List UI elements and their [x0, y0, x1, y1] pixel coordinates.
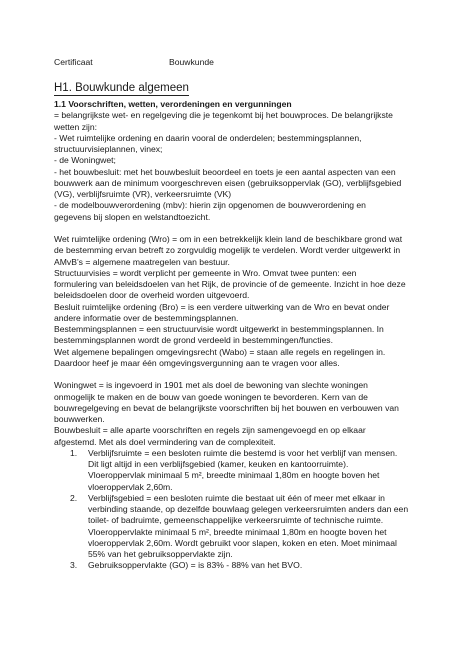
- text-line: Dit ligt altijd in een verblijfsgebied (kamer, keuken en kantoorruimte).: [88, 459, 349, 469]
- text-line: bouwwerk aan de minimum voorgeschreven eisen (gebruiksoppervlak (GO), verblijfsgebied: [54, 177, 402, 188]
- list-item: [70, 492, 424, 561]
- text-line: onmogelijk te maken en de bouw van goede woningen te bevorderen. Kern van de: [54, 391, 368, 402]
- list-number: 2.: [70, 492, 78, 503]
- list-item: [70, 560, 424, 571]
- intro-paragraph: [54, 110, 424, 223]
- wro-paragraph: [54, 234, 424, 369]
- text-line: Wet algemene bepalingen omgevingsrecht (Wabo) = staan alle regels en regelingen in.: [54, 346, 386, 357]
- text-line: vloeroppervlak 2,60m.: [88, 481, 173, 492]
- text-line: Besluit ruimtelijke ordening (Bro) = is een verdere uitwerking van de Wro en bevat onder: [54, 301, 390, 312]
- text-line: - het bouwbesluit: met het bouwbesluit beoordeel en toets je een aantal aspecten van een: [54, 166, 396, 177]
- section-title: 1.1 Voorschriften, wetten, verordeningen en vergunningen: [54, 99, 292, 109]
- text-line: verbinding staande, op dezelfde bouwlaag gelegen verkeersruimten anders dan een: [88, 504, 409, 514]
- text-line: formulering van beleidsdoelen van het Rijk, de provincie of de gemeente. Inzicht in hoe deze: [54, 279, 406, 289]
- text-line: Daardoor heef je maar één omgevingsvergunning aan te vragen voor alles.: [54, 357, 340, 368]
- text-line: - de Woningwet;: [54, 155, 116, 166]
- text-line: wetten zijn:: [54, 121, 97, 132]
- header-right-label: Bouwkunde: [169, 57, 214, 67]
- text-line: Verblijfsruimte = een besloten ruimte die bestemd is voor het verblijf van mensen.: [88, 447, 398, 458]
- text-line: 55% van het gebruiksoppervlakte zijn.: [88, 549, 233, 559]
- text-line: Vloeroppervlakte minimaal 5 m², breedte minimaal 1,80m en hoogte boven het: [88, 526, 387, 537]
- text-line: Woningwet = is ingevoerd in 1901 met als doel de bewoning van slechte woningen: [54, 380, 368, 391]
- text-line: bestemmingsplannen wordt de grond verdeeld in bestemmingen/functies.: [54, 335, 333, 346]
- text-line: Bestemmingsplannen = een structuurvisie wordt uitgewerkt in bestemmingsplannen. In: [54, 324, 384, 334]
- text-line: Gebruiksoppervlakte (GO) = is 83% - 88% van het BVO.: [88, 560, 303, 571]
- text-line: beleidsdoelen door de overheid worden uitgevoerd.: [54, 290, 250, 301]
- chapter-title: H1. Bouwkunde algemeen: [54, 82, 189, 94]
- text-line: afgestemd. Met als doel vermindering van de complexiteit.: [54, 436, 276, 447]
- document-body: [54, 82, 424, 572]
- text-line: bouwwerken.: [54, 414, 105, 424]
- text-line: gegevens bij slopen en welstandtoezicht.: [54, 211, 211, 222]
- text-line: toilet- of badruimte, gemeenschappelijke verkeersruimte of technische ruimte.: [88, 515, 384, 526]
- text-line: - de modelbouwverordening (mbv): hierin zijn opgenomen de bouwverordening en: [54, 200, 366, 211]
- text-line: - Wet ruimtelijke ordening en daarin vooral de onderdelen; bestemmingsplannen,: [54, 132, 362, 143]
- header-left-label: Certificaat: [54, 57, 93, 67]
- text-line: Vloeroppervlak minimaal 5 m², breedte minimaal 1,80m en hoogte boven het: [88, 470, 380, 481]
- text-line: = belangrijkste wet- en regelgeving die je tegenkomt bij het bouwproces. De belangrijkste: [54, 110, 393, 121]
- text-line: Wet ruimtelijke ordening (Wro) = om in een betrekkelijk klein land de beschikbare grond wat: [54, 234, 403, 244]
- paragraph-spacer: [54, 369, 424, 380]
- text-line: Bouwbesluit = alle aparte voorschriften en regels zijn samengevoegd en op elkaar: [54, 425, 366, 436]
- text-line: andere informatie over de bestemmingsplannen.: [54, 312, 239, 323]
- text-line: Structuurvisies = wordt verplicht per gemeente in Wro. Omvat twee punten: een: [54, 267, 357, 278]
- list-item: [70, 447, 424, 493]
- paragraph-spacer: [54, 223, 424, 234]
- text-line: bouwregelgeving en bevat de belangrijkste voorschriften bij het bouwen en verbouwen van: [54, 402, 399, 413]
- page-header: [54, 57, 214, 68]
- text-line: de bestemming ervan betreft zo zorgvuldig mogelijk te verdelen. Wordt verder uitgewerkt in: [54, 245, 401, 256]
- woningwet-paragraph: [54, 380, 424, 448]
- definitions-list: [54, 448, 424, 572]
- list-number: 1.: [70, 447, 78, 458]
- text-line: structuurvisieplannen, vinex;: [54, 144, 163, 154]
- list-number: 3.: [70, 560, 78, 571]
- text-line: vloeroppervlak 2,60m. Wordt gebruikt voor slapen, koken en eten. Moet minimaal: [88, 537, 397, 548]
- text-line: AMvB’s = algemene maatregelen van bestuur.: [54, 256, 230, 267]
- text-line: (VG), verblijfsruimte (VR), verkeersruimte (VK): [54, 189, 232, 199]
- text-line: Verblijfsgebied = een besloten ruimte die bestaat uit één of meer met elkaar in: [88, 492, 385, 503]
